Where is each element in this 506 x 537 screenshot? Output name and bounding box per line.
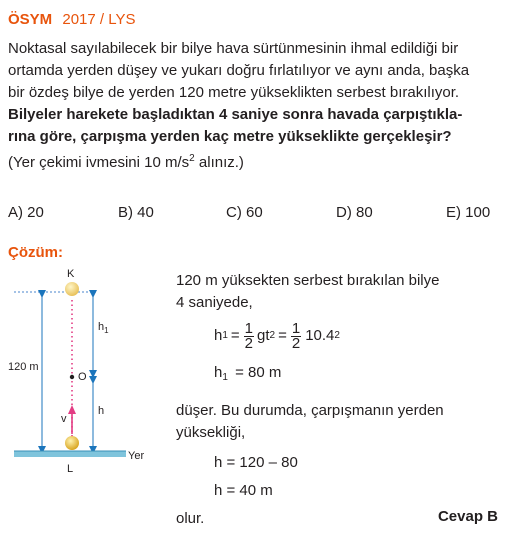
ground <box>14 451 126 457</box>
question-note-pre: (Yer çekimi ivmesini 10 m/s <box>8 154 190 171</box>
eq1-eq2: = <box>278 327 287 344</box>
eq1-num2: 1 <box>291 319 301 337</box>
source-brand: ÖSYM <box>8 11 53 28</box>
question-bold-line-1: Bilyeler harekete başladıktan 4 saniye sonra havada çarpıştıkla- <box>8 106 463 123</box>
eq2-rhs: = 80 m <box>235 364 282 381</box>
eq1-den: 2 <box>244 334 254 352</box>
solution-text-4: yüksekliği, <box>176 424 246 441</box>
option-b[interactable]: B) 40 <box>118 204 154 221</box>
eq1-den2: 2 <box>291 334 301 352</box>
label-height: 120 m <box>8 361 39 373</box>
equation-3: h = 120 – 80 <box>214 454 298 471</box>
eq1-eq: = <box>230 327 240 344</box>
option-e[interactable]: E) 100 <box>446 204 491 221</box>
label-l: L <box>67 463 74 475</box>
eq1-gt-sup: 2 <box>269 330 276 341</box>
source-year-exam: 2017 / LYS <box>62 11 136 28</box>
solution-end: olur. <box>176 510 205 527</box>
equation-1 <box>214 318 340 354</box>
solution-text-2: 4 saniyede, <box>176 294 253 311</box>
bottom-ball <box>65 436 79 450</box>
figure-svg <box>0 262 170 532</box>
velocity-arrow-head <box>68 405 76 414</box>
question-line-1: Noktasal sayılabilecek bir bilye hava sürtünmesinin ihmal edildiği bir <box>8 40 459 57</box>
solution-text-1: 120 m yüksekten serbest bırakılan bilye <box>176 272 440 289</box>
eq2-lhs-sub: 1 <box>222 372 228 383</box>
option-a[interactable]: A) 20 <box>8 204 44 221</box>
question-line-2: ortamda yerden düşey ve yukarı doğru fırlatılıyor ve aynı anda, başka <box>8 62 470 79</box>
eq1-gt: gt <box>257 327 270 344</box>
eq1-num: 1 <box>244 319 254 337</box>
eq1-val-sup: 2 <box>334 330 340 341</box>
solution-title: Çözüm: <box>8 244 63 261</box>
question-line-3: bir özdeş bilye de yerden 120 metre yükseklikten serbest bırakılıyor. <box>8 84 460 101</box>
option-c[interactable]: C) 60 <box>226 204 263 221</box>
question-text <box>8 38 498 174</box>
eq1-fraction-2 <box>291 319 301 352</box>
source-header <box>8 11 135 28</box>
eq1-fraction-1 <box>244 319 254 352</box>
label-k: K <box>67 268 75 280</box>
eq1-lhs: h <box>214 327 223 344</box>
top-ball <box>65 282 79 296</box>
equation-4: h = 40 m <box>214 482 273 499</box>
answer-label: Cevap B <box>437 508 498 525</box>
question-note-sup: 2 <box>189 153 195 164</box>
point-o <box>70 375 74 379</box>
question-bold-line-2: rına göre, çarpışma yerden kaç metre yükseklikte gerçekleşir? <box>8 128 452 145</box>
label-ground: Yer <box>128 450 145 462</box>
question-note-post: alınız.) <box>194 154 244 171</box>
label-h: h <box>98 405 105 417</box>
question-note <box>8 148 498 174</box>
answer-options <box>8 204 498 224</box>
option-d[interactable]: D) 80 <box>336 204 373 221</box>
label-h1: $h_1$ <box>98 321 109 335</box>
solution-text-3: düşer. Bu durumda, çarpışmanın yerden <box>176 402 444 419</box>
eq1-val: 10.4 <box>305 327 335 344</box>
label-v: v <box>61 413 67 425</box>
eq1-lhs-sub: 1 <box>222 330 228 341</box>
solution-figure <box>0 262 170 532</box>
eq2-lhs: h <box>214 364 223 381</box>
equation-2 <box>214 362 281 389</box>
label-o: O <box>78 371 87 383</box>
